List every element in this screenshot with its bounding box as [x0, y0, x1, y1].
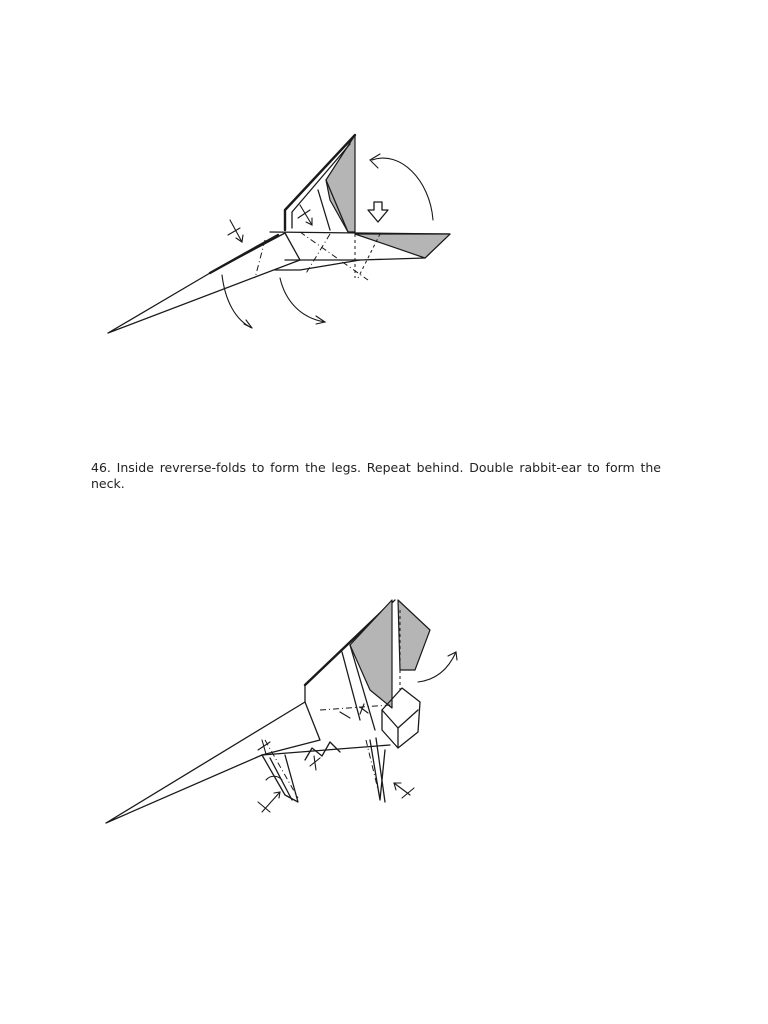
push-arrow-icon — [368, 202, 388, 222]
origami-diagram-before-step-46 — [0, 110, 768, 350]
origami-diagram-after-step-46 — [0, 580, 768, 840]
fold-arrows — [258, 652, 457, 812]
model-outline — [106, 600, 430, 823]
shaded-neck-flap — [350, 600, 392, 708]
model-outline — [108, 135, 450, 333]
step-46-caption: 46. Inside revrerse-folds to form the legs. Repeat behind. Double rabbit-ear to form the neck. — [91, 460, 661, 491]
